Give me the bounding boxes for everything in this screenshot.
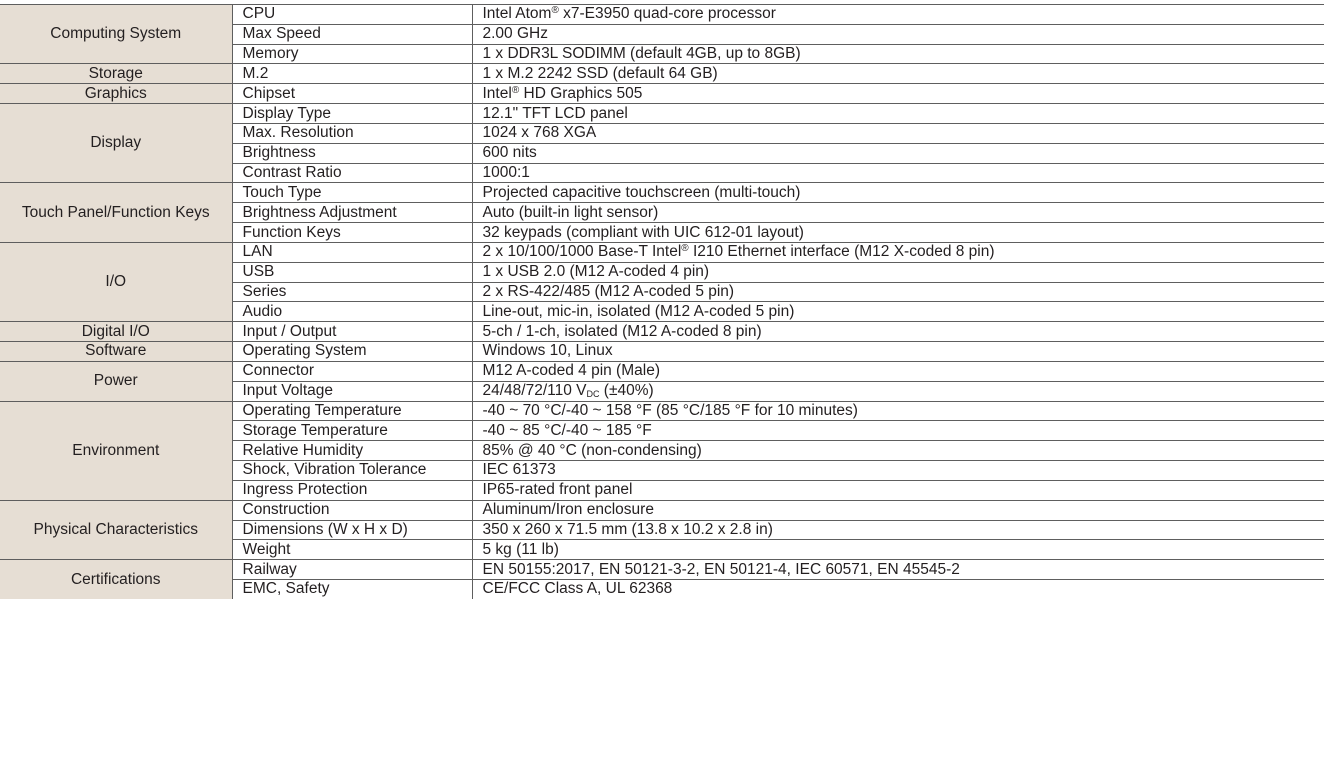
category-environment: Environment: [0, 401, 232, 500]
spec-value: 1 x DDR3L SODIMM (default 4GB, up to 8GB): [472, 44, 1324, 64]
spec-row-construction: [0, 500, 1324, 520]
spec-label: Memory: [232, 44, 472, 64]
spec-label: M.2: [232, 64, 472, 84]
spec-label: Input Voltage: [232, 381, 472, 401]
spec-value: 2 x 10/100/1000 Base-T Intel® I210 Ethernet interface (M12 X-coded 8 pin): [472, 242, 1324, 262]
spec-row-cpu: [0, 5, 1324, 25]
category-display: Display: [0, 104, 232, 183]
spec-value: Line-out, mic-in, isolated (M12 A-coded 5 pin): [472, 302, 1324, 322]
spec-row-operating-temperature: [0, 401, 1324, 421]
spec-table: [0, 4, 1324, 599]
spec-value: 350 x 260 x 71.5 mm (13.8 x 10.2 x 2.8 in): [472, 520, 1324, 540]
spec-label: Construction: [232, 500, 472, 520]
spec-value: 5 kg (11 lb): [472, 540, 1324, 560]
spec-value: Projected capacitive touchscreen (multi-touch): [472, 183, 1324, 203]
spec-row-operating-system: [0, 342, 1324, 362]
spec-row-lan: [0, 242, 1324, 262]
spec-value: 5-ch / 1-ch, isolated (M12 A-coded 8 pin): [472, 322, 1324, 342]
spec-label: Display Type: [232, 104, 472, 124]
category-power: Power: [0, 361, 232, 401]
spec-row-connector: [0, 361, 1324, 381]
spec-label: Shock, Vibration Tolerance: [232, 461, 472, 481]
spec-label: Touch Type: [232, 183, 472, 203]
spec-value: 600 nits: [472, 143, 1324, 163]
spec-label: Max. Resolution: [232, 123, 472, 143]
spec-value: -40 ~ 85 °C/-40 ~ 185 °F: [472, 421, 1324, 441]
category-i-o: I/O: [0, 242, 232, 321]
spec-label: Chipset: [232, 84, 472, 104]
spec-label: Contrast Ratio: [232, 163, 472, 183]
spec-row-chipset: [0, 84, 1324, 104]
spec-row-m-2: [0, 64, 1324, 84]
spec-value: Auto (built-in light sensor): [472, 203, 1324, 223]
spec-label: Storage Temperature: [232, 421, 472, 441]
spec-label: Brightness Adjustment: [232, 203, 472, 223]
category-graphics: Graphics: [0, 84, 232, 104]
spec-value-suffix: (±40%): [599, 382, 654, 400]
spec-table-body: [0, 5, 1324, 599]
spec-value: 1024 x 768 XGA: [472, 123, 1324, 143]
spec-label: Max Speed: [232, 24, 472, 44]
category-computing-system: Computing System: [0, 5, 232, 64]
spec-label: Operating System: [232, 342, 472, 362]
spec-row-display-type: [0, 104, 1324, 124]
spec-label: Relative Humidity: [232, 441, 472, 461]
spec-value-main: 24/48/72/110 V: [482, 382, 587, 400]
spec-label: Railway: [232, 560, 472, 580]
spec-value: Aluminum/Iron enclosure: [472, 500, 1324, 520]
spec-value: -40 ~ 70 °C/-40 ~ 158 °F (85 °C/185 °F for 10 minutes): [472, 401, 1324, 421]
spec-label: Connector: [232, 361, 472, 381]
category-storage: Storage: [0, 64, 232, 84]
spec-value: 32 keypads (compliant with UIC 612-01 layout): [472, 223, 1324, 243]
spec-value-subscript: DC: [586, 389, 600, 400]
spec-label: EMC, Safety: [232, 580, 472, 599]
category-touch-panel-function-keys: Touch Panel/Function Keys: [0, 183, 232, 242]
spec-value: 85% @ 40 °C (non-condensing): [472, 441, 1324, 461]
spec-label: Dimensions (W x H x D): [232, 520, 472, 540]
spec-value: EN 50155:2017, EN 50121-3-2, EN 50121-4, IEC 60571, EN 45545-2: [472, 560, 1324, 580]
spec-row-input-output: [0, 322, 1324, 342]
spec-label: Input / Output: [232, 322, 472, 342]
spec-label: USB: [232, 262, 472, 282]
spec-value: Windows 10, Linux: [472, 342, 1324, 362]
spec-value: IEC 61373: [472, 461, 1324, 481]
spec-value: Intel Atom® x7-E3950 quad-core processor: [472, 5, 1324, 25]
spec-label: Operating Temperature: [232, 401, 472, 421]
category-software: Software: [0, 342, 232, 362]
spec-value: 1000:1: [472, 163, 1324, 183]
spec-value: Intel® HD Graphics 505: [472, 84, 1324, 104]
spec-value: 2 x RS-422/485 (M12 A-coded 5 pin): [472, 282, 1324, 302]
spec-value: 2.00 GHz: [472, 24, 1324, 44]
category-physical-characteristics: Physical Characteristics: [0, 500, 232, 559]
spec-row-touch-type: [0, 183, 1324, 203]
spec-value: IP65-rated front panel: [472, 480, 1324, 500]
spec-value: 1 x USB 2.0 (M12 A-coded 4 pin): [472, 262, 1324, 282]
spec-label: Audio: [232, 302, 472, 322]
spec-label: Series: [232, 282, 472, 302]
category-digital-i-o: Digital I/O: [0, 322, 232, 342]
spec-value: M12 A-coded 4 pin (Male): [472, 361, 1324, 381]
spec-label: Function Keys: [232, 223, 472, 243]
spec-row-railway: [0, 560, 1324, 580]
spec-label: CPU: [232, 5, 472, 25]
spec-value: [472, 381, 1324, 401]
spec-label: Brightness: [232, 143, 472, 163]
category-certifications: Certifications: [0, 560, 232, 599]
spec-label: Ingress Protection: [232, 480, 472, 500]
spec-label: LAN: [232, 242, 472, 262]
spec-value: 1 x M.2 2242 SSD (default 64 GB): [472, 64, 1324, 84]
spec-value: 12.1" TFT LCD panel: [472, 104, 1324, 124]
spec-value: CE/FCC Class A, UL 62368: [472, 580, 1324, 599]
spec-label: Weight: [232, 540, 472, 560]
